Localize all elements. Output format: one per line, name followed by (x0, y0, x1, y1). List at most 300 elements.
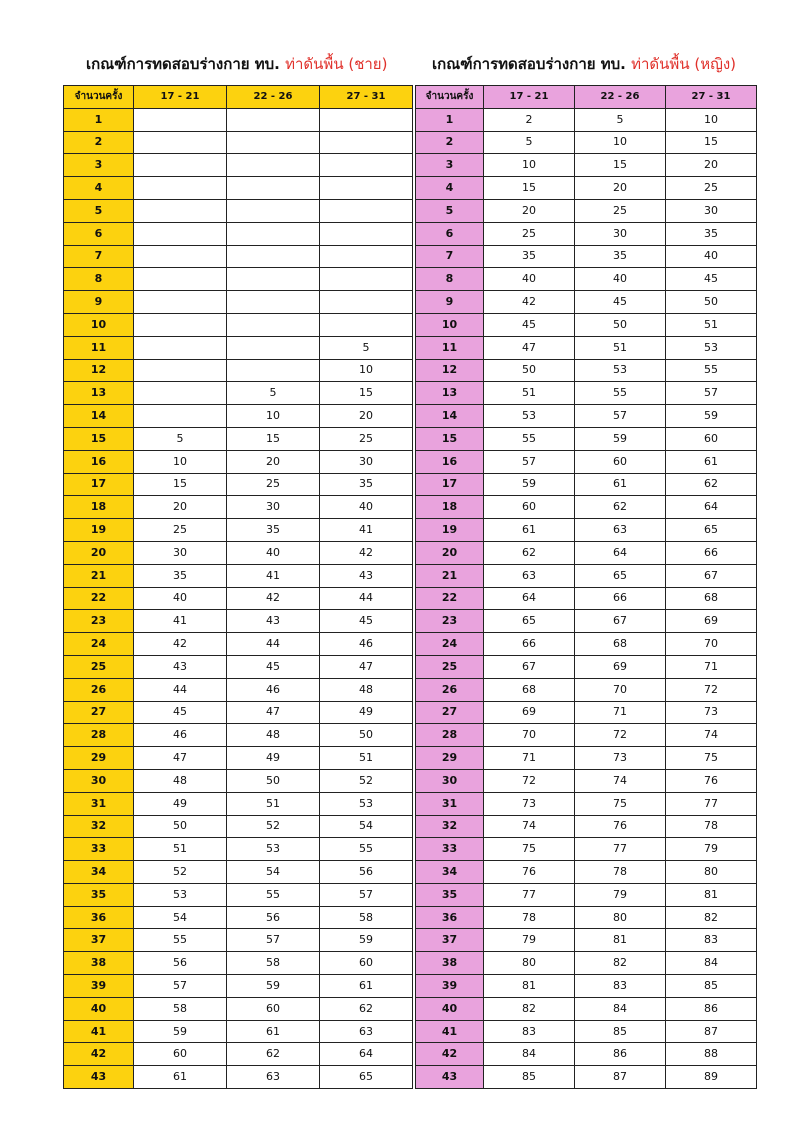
male-score-cell (227, 268, 320, 291)
male-table-row (64, 427, 413, 450)
female-score-cell: 51 (484, 382, 575, 405)
male-score-cell: 15 (320, 382, 413, 405)
female-score-cell: 20 (575, 177, 666, 200)
male-table-row (64, 1043, 413, 1066)
male-score-cell: 52 (320, 769, 413, 792)
male-score-cell: 40 (227, 541, 320, 564)
female-score-cell: 84 (666, 952, 757, 975)
male-score-cell: 46 (320, 633, 413, 656)
female-table-row (416, 268, 757, 291)
female-score-cell: 82 (666, 906, 757, 929)
female-table-row (416, 701, 757, 724)
female-score-cell: 81 (575, 929, 666, 952)
male-table-row (64, 701, 413, 724)
female-table-row (416, 610, 757, 633)
male-count-cell: 42 (64, 1043, 134, 1066)
female-score-cell: 67 (666, 564, 757, 587)
female-score-cell: 50 (575, 313, 666, 336)
male-score-cell: 48 (227, 724, 320, 747)
male-count-cell: 9 (64, 291, 134, 314)
female-score-cell: 53 (666, 336, 757, 359)
male-header-count: จำนวนครั้ง (64, 86, 134, 109)
male-score-cell: 35 (227, 519, 320, 542)
female-score-cell: 62 (666, 473, 757, 496)
female-score-cell: 63 (484, 564, 575, 587)
male-score-cell (320, 245, 413, 268)
male-score-cell (227, 245, 320, 268)
female-score-cell: 65 (666, 519, 757, 542)
male-score-cell: 51 (320, 747, 413, 770)
female-count-cell: 5 (416, 199, 484, 222)
male-score-cell: 62 (320, 997, 413, 1020)
female-score-cell: 59 (484, 473, 575, 496)
male-table-row (64, 359, 413, 382)
male-header-age-17-21: 17 - 21 (134, 86, 227, 109)
female-score-cell: 35 (484, 245, 575, 268)
female-score-cell: 68 (575, 633, 666, 656)
male-score-cell: 58 (134, 997, 227, 1020)
male-score-cell: 42 (320, 541, 413, 564)
female-count-cell: 18 (416, 496, 484, 519)
female-count-cell: 15 (416, 427, 484, 450)
female-header-row (416, 86, 757, 109)
female-score-cell: 83 (666, 929, 757, 952)
male-table-row (64, 724, 413, 747)
female-count-cell: 38 (416, 952, 484, 975)
female-count-cell: 17 (416, 473, 484, 496)
male-title-prefix: เกณฑ์การทดสอบร่างกาย ทบ. (86, 55, 280, 73)
male-score-cell: 47 (134, 747, 227, 770)
female-score-cell: 79 (666, 838, 757, 861)
male-score-cell: 35 (320, 473, 413, 496)
female-score-cell: 60 (575, 450, 666, 473)
male-score-cell: 49 (134, 792, 227, 815)
male-pushup-table (63, 85, 413, 1089)
female-score-cell: 68 (666, 587, 757, 610)
female-score-cell: 79 (575, 883, 666, 906)
female-table-row (416, 245, 757, 268)
female-table-row (416, 861, 757, 884)
female-score-cell: 81 (484, 975, 575, 998)
male-score-cell: 45 (134, 701, 227, 724)
female-count-cell: 2 (416, 131, 484, 154)
male-score-cell: 41 (320, 519, 413, 542)
female-count-cell: 9 (416, 291, 484, 314)
female-score-cell: 62 (484, 541, 575, 564)
male-score-cell: 57 (227, 929, 320, 952)
male-count-cell: 40 (64, 997, 134, 1020)
male-count-cell: 30 (64, 769, 134, 792)
female-table-row (416, 541, 757, 564)
male-score-cell: 57 (134, 975, 227, 998)
male-score-cell (320, 268, 413, 291)
male-score-cell: 20 (134, 496, 227, 519)
male-score-cell: 47 (227, 701, 320, 724)
male-score-cell (134, 336, 227, 359)
male-count-cell: 2 (64, 131, 134, 154)
female-table-row (416, 473, 757, 496)
male-count-cell: 1 (64, 108, 134, 131)
female-score-cell: 45 (666, 268, 757, 291)
male-score-cell: 54 (320, 815, 413, 838)
male-score-cell: 59 (227, 975, 320, 998)
male-count-cell: 20 (64, 541, 134, 564)
male-score-cell: 45 (320, 610, 413, 633)
female-score-cell: 83 (575, 975, 666, 998)
female-score-cell: 10 (666, 108, 757, 131)
male-score-cell: 60 (227, 997, 320, 1020)
male-table-row (64, 405, 413, 428)
female-count-cell: 31 (416, 792, 484, 815)
male-table-row (64, 1020, 413, 1043)
male-score-cell: 43 (320, 564, 413, 587)
female-title-highlight: ท่าดันพื้น (หญิง) (631, 55, 737, 73)
female-count-cell: 24 (416, 633, 484, 656)
male-count-cell: 12 (64, 359, 134, 382)
female-table-row (416, 747, 757, 770)
male-score-cell: 56 (227, 906, 320, 929)
female-count-cell: 36 (416, 906, 484, 929)
male-table-row (64, 838, 413, 861)
female-count-cell: 43 (416, 1066, 484, 1089)
female-score-cell: 65 (484, 610, 575, 633)
female-table-row (416, 838, 757, 861)
male-score-cell: 59 (320, 929, 413, 952)
female-count-cell: 25 (416, 655, 484, 678)
female-score-cell: 89 (666, 1066, 757, 1089)
male-table-row (64, 906, 413, 929)
male-count-cell: 28 (64, 724, 134, 747)
female-score-cell: 55 (666, 359, 757, 382)
male-score-cell: 55 (134, 929, 227, 952)
male-score-cell: 50 (320, 724, 413, 747)
female-score-cell: 57 (575, 405, 666, 428)
female-score-cell: 69 (484, 701, 575, 724)
male-table-row (64, 382, 413, 405)
male-count-cell: 15 (64, 427, 134, 450)
female-score-cell: 57 (666, 382, 757, 405)
female-score-cell: 15 (575, 154, 666, 177)
male-score-cell: 5 (134, 427, 227, 450)
male-count-cell: 23 (64, 610, 134, 633)
male-score-cell: 49 (320, 701, 413, 724)
female-score-cell: 50 (666, 291, 757, 314)
male-score-cell: 5 (320, 336, 413, 359)
male-table-row (64, 952, 413, 975)
male-count-cell: 29 (64, 747, 134, 770)
male-count-cell: 10 (64, 313, 134, 336)
female-count-cell: 28 (416, 724, 484, 747)
female-count-cell: 26 (416, 678, 484, 701)
male-table-row (64, 473, 413, 496)
female-score-cell: 20 (666, 154, 757, 177)
male-score-cell: 58 (320, 906, 413, 929)
female-table-row (416, 405, 757, 428)
male-table-row (64, 313, 413, 336)
male-score-cell: 56 (134, 952, 227, 975)
male-table-row (64, 268, 413, 291)
male-score-cell (134, 154, 227, 177)
male-count-cell: 17 (64, 473, 134, 496)
female-score-cell: 80 (575, 906, 666, 929)
male-table-row (64, 587, 413, 610)
male-table-title (86, 52, 387, 78)
female-score-cell: 45 (484, 313, 575, 336)
male-score-cell: 51 (227, 792, 320, 815)
male-score-cell: 42 (227, 587, 320, 610)
female-count-cell: 6 (416, 222, 484, 245)
male-score-cell: 15 (134, 473, 227, 496)
female-score-cell: 64 (666, 496, 757, 519)
male-count-cell: 34 (64, 861, 134, 884)
male-score-cell: 52 (134, 861, 227, 884)
male-table-row (64, 336, 413, 359)
female-score-cell: 40 (575, 268, 666, 291)
female-score-cell: 57 (484, 450, 575, 473)
female-header-age-17-21: 17 - 21 (484, 86, 575, 109)
female-title-prefix: เกณฑ์การทดสอบร่างกาย ทบ. (432, 55, 626, 73)
male-score-cell: 63 (320, 1020, 413, 1043)
female-score-cell: 5 (575, 108, 666, 131)
female-score-cell: 69 (575, 655, 666, 678)
female-score-cell: 76 (666, 769, 757, 792)
male-score-cell: 41 (227, 564, 320, 587)
female-score-cell: 85 (484, 1066, 575, 1089)
male-count-cell: 6 (64, 222, 134, 245)
male-score-cell: 10 (134, 450, 227, 473)
male-score-cell: 5 (227, 382, 320, 405)
female-score-cell: 25 (666, 177, 757, 200)
male-score-cell: 48 (134, 769, 227, 792)
female-table-row (416, 450, 757, 473)
female-count-cell: 37 (416, 929, 484, 952)
male-score-cell: 53 (320, 792, 413, 815)
female-score-cell: 63 (575, 519, 666, 542)
male-score-cell: 54 (134, 906, 227, 929)
male-count-cell: 11 (64, 336, 134, 359)
female-table-row (416, 883, 757, 906)
female-score-cell: 82 (575, 952, 666, 975)
female-table-row (416, 929, 757, 952)
male-score-cell: 40 (134, 587, 227, 610)
female-count-cell: 30 (416, 769, 484, 792)
female-score-cell: 35 (666, 222, 757, 245)
female-count-cell: 19 (416, 519, 484, 542)
male-count-cell: 37 (64, 929, 134, 952)
male-table-row (64, 997, 413, 1020)
male-score-cell (227, 313, 320, 336)
female-count-cell: 39 (416, 975, 484, 998)
female-score-cell: 61 (666, 450, 757, 473)
male-score-cell: 50 (227, 769, 320, 792)
male-count-cell: 5 (64, 199, 134, 222)
male-score-cell (134, 382, 227, 405)
female-score-cell: 42 (484, 291, 575, 314)
male-score-cell: 54 (227, 861, 320, 884)
female-score-cell: 71 (666, 655, 757, 678)
male-header-age-22-26: 22 - 26 (227, 86, 320, 109)
female-score-cell: 60 (484, 496, 575, 519)
female-score-cell: 85 (666, 975, 757, 998)
male-score-cell (320, 291, 413, 314)
female-table-row (416, 587, 757, 610)
female-table-row (416, 313, 757, 336)
male-table-row (64, 564, 413, 587)
female-score-cell: 78 (484, 906, 575, 929)
male-score-cell (134, 108, 227, 131)
male-table-row (64, 610, 413, 633)
female-score-cell: 64 (484, 587, 575, 610)
female-score-cell: 61 (575, 473, 666, 496)
male-score-cell: 57 (320, 883, 413, 906)
male-count-cell: 22 (64, 587, 134, 610)
male-table-row (64, 199, 413, 222)
female-count-cell: 29 (416, 747, 484, 770)
male-score-cell: 35 (134, 564, 227, 587)
male-score-cell (134, 177, 227, 200)
female-score-cell: 74 (484, 815, 575, 838)
male-title-highlight: ท่าดันพื้น (ชาย) (285, 55, 388, 73)
male-count-cell: 3 (64, 154, 134, 177)
female-score-cell: 83 (484, 1020, 575, 1043)
female-score-cell: 75 (575, 792, 666, 815)
female-score-cell: 67 (575, 610, 666, 633)
male-score-cell: 43 (227, 610, 320, 633)
female-header-age-27-31: 27 - 31 (666, 86, 757, 109)
female-table-row (416, 336, 757, 359)
male-count-cell: 18 (64, 496, 134, 519)
male-table-row (64, 450, 413, 473)
female-count-cell: 10 (416, 313, 484, 336)
female-score-cell: 47 (484, 336, 575, 359)
female-score-cell: 62 (575, 496, 666, 519)
male-score-cell (134, 268, 227, 291)
male-count-cell: 14 (64, 405, 134, 428)
female-count-cell: 20 (416, 541, 484, 564)
male-count-cell: 16 (64, 450, 134, 473)
female-table-title (432, 52, 736, 78)
male-count-cell: 38 (64, 952, 134, 975)
female-score-cell: 2 (484, 108, 575, 131)
male-table-row (64, 883, 413, 906)
female-score-cell: 81 (666, 883, 757, 906)
female-score-cell: 80 (666, 861, 757, 884)
female-score-cell: 35 (575, 245, 666, 268)
male-score-cell: 55 (320, 838, 413, 861)
female-score-cell: 50 (484, 359, 575, 382)
female-score-cell: 66 (666, 541, 757, 564)
female-count-cell: 32 (416, 815, 484, 838)
female-score-cell: 40 (666, 245, 757, 268)
male-score-cell (320, 177, 413, 200)
female-score-cell: 70 (484, 724, 575, 747)
male-score-cell: 15 (227, 427, 320, 450)
male-score-cell (320, 131, 413, 154)
female-table-row (416, 131, 757, 154)
male-score-cell (227, 359, 320, 382)
male-score-cell (134, 291, 227, 314)
female-score-cell: 59 (575, 427, 666, 450)
female-score-cell: 53 (484, 405, 575, 428)
male-score-cell: 55 (227, 883, 320, 906)
female-score-cell: 45 (575, 291, 666, 314)
male-count-cell: 41 (64, 1020, 134, 1043)
female-table-row (416, 633, 757, 656)
female-score-cell: 67 (484, 655, 575, 678)
male-score-cell (227, 177, 320, 200)
female-score-cell: 72 (575, 724, 666, 747)
female-table-row (416, 997, 757, 1020)
male-count-cell: 19 (64, 519, 134, 542)
female-table-row (416, 792, 757, 815)
female-score-cell: 72 (666, 678, 757, 701)
male-score-cell: 52 (227, 815, 320, 838)
female-score-cell: 53 (575, 359, 666, 382)
female-score-cell: 10 (484, 154, 575, 177)
male-score-cell: 20 (227, 450, 320, 473)
male-table-row (64, 769, 413, 792)
male-score-cell (320, 222, 413, 245)
female-score-cell: 73 (484, 792, 575, 815)
female-count-cell: 27 (416, 701, 484, 724)
male-table-row (64, 747, 413, 770)
male-count-cell: 43 (64, 1066, 134, 1089)
female-table-row (416, 815, 757, 838)
male-table-row (64, 678, 413, 701)
male-score-cell (320, 199, 413, 222)
male-score-cell: 53 (227, 838, 320, 861)
female-score-cell: 76 (484, 861, 575, 884)
male-score-cell (320, 108, 413, 131)
female-score-cell: 68 (484, 678, 575, 701)
male-score-cell (134, 359, 227, 382)
female-table-row (416, 655, 757, 678)
male-score-cell (134, 199, 227, 222)
female-score-cell: 82 (484, 997, 575, 1020)
female-table-row (416, 1043, 757, 1066)
male-score-cell: 59 (134, 1020, 227, 1043)
male-header-age-27-31: 27 - 31 (320, 86, 413, 109)
female-count-cell: 16 (416, 450, 484, 473)
male-score-cell: 44 (320, 587, 413, 610)
male-score-cell (227, 291, 320, 314)
male-score-cell: 61 (320, 975, 413, 998)
male-table-row (64, 655, 413, 678)
female-pushup-table (415, 85, 757, 1089)
female-score-cell: 75 (484, 838, 575, 861)
male-score-cell: 42 (134, 633, 227, 656)
male-table-row (64, 519, 413, 542)
female-table-row (416, 496, 757, 519)
male-score-cell: 47 (320, 655, 413, 678)
male-count-cell: 36 (64, 906, 134, 929)
female-score-cell: 5 (484, 131, 575, 154)
male-score-cell: 25 (227, 473, 320, 496)
female-score-cell: 77 (666, 792, 757, 815)
male-table-row (64, 861, 413, 884)
female-count-cell: 40 (416, 997, 484, 1020)
female-score-cell: 78 (666, 815, 757, 838)
female-count-cell: 42 (416, 1043, 484, 1066)
female-table-row (416, 906, 757, 929)
male-score-cell: 56 (320, 861, 413, 884)
female-score-cell: 30 (666, 199, 757, 222)
male-score-cell (134, 313, 227, 336)
female-table-row (416, 1020, 757, 1043)
female-count-cell: 33 (416, 838, 484, 861)
male-table-row (64, 496, 413, 519)
male-score-cell: 60 (320, 952, 413, 975)
